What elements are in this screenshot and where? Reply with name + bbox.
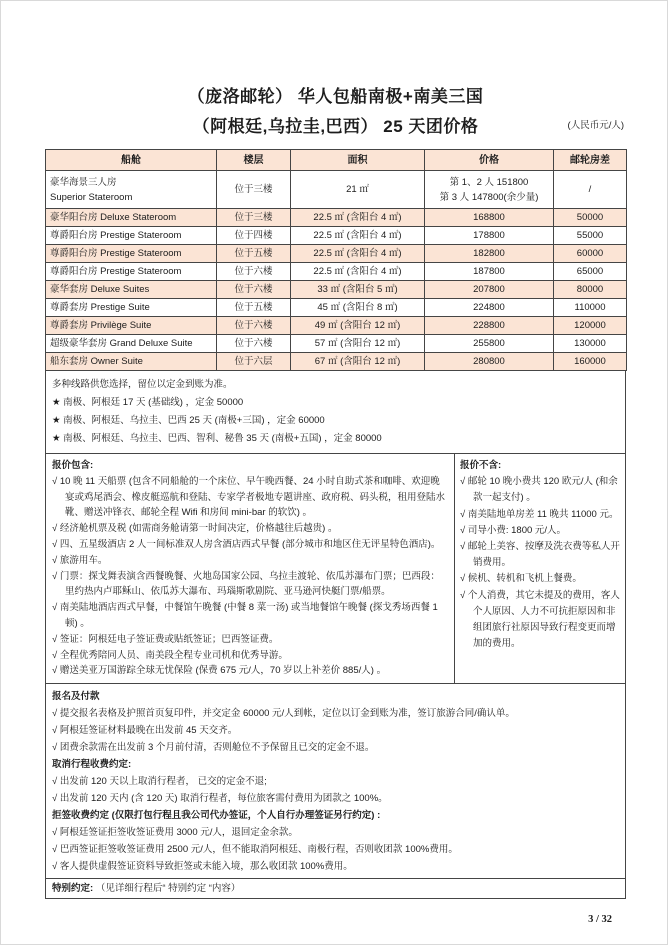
floor-cell: 位于六楼 xyxy=(217,263,291,281)
route-option: ★ 南极、阿根廷 17 天 (基础线) ，定金 50000 xyxy=(52,397,244,408)
diff-cell: 65000 xyxy=(554,263,627,281)
table-row xyxy=(46,245,627,263)
price-cell: 187800 xyxy=(425,263,554,281)
price-table xyxy=(45,149,627,371)
page-title-line2-text: （阿根廷,乌拉圭,巴西） 25 天团价格 xyxy=(192,117,479,136)
price-cell: 280800 xyxy=(425,353,554,371)
floor-cell: 位于三楼 xyxy=(217,209,291,227)
area-cell: 22.5 ㎡ (含阳台 4 ㎡) xyxy=(291,209,425,227)
special-terms-box xyxy=(45,878,626,899)
excludes-item: √ 邮轮 10 晚小费共 120 欧元/人 (和余款一起支付) 。 xyxy=(460,476,618,504)
payment-heading: 报名及付款 xyxy=(52,691,100,703)
payment-item: √ 团费余款需在出发前 3 个月前付清，否则舱位不予保留且已交的定金不退。 xyxy=(52,742,375,754)
cabin-cell: 豪华阳台房 Deluxe Stateroom xyxy=(46,209,217,227)
page-title-line1: （庞洛邮轮） 华人包船南极+南美三国 xyxy=(187,87,484,106)
col-header-cabin: 船舱 xyxy=(46,150,217,171)
includes-item: √ 四、五星级酒店 2 人一间标准双人房含酒店西式早餐 (部分城市和地区住无评星特色酒店)。 xyxy=(52,538,441,550)
excludes-item: √ 司导小费: 1800 元/人。 xyxy=(460,524,567,536)
visa-refusal-item: √ 客人提供虚假签证资料导致拒签或未能入境，那么收团款 100%费用。 xyxy=(52,861,353,873)
excludes-title: 报价不含: xyxy=(460,460,502,471)
area-cell: 22.5 ㎡ (含阳台 4 ㎡) xyxy=(291,227,425,245)
diff-cell: 130000 xyxy=(554,335,627,353)
excludes-item: √ 候机、转机和飞机上餐费。 xyxy=(460,573,582,585)
includes-item: √ 全程优秀陪同人员、南美段全程专业司机和优秀导游。 xyxy=(52,649,288,661)
table-row xyxy=(46,353,627,371)
visa-refusal-item: √ 阿根廷签证拒签收签证费用 3000 元/人，退回定金余款。 xyxy=(52,827,298,839)
area-cell: 67 ㎡ (含阳台 12 ㎡) xyxy=(291,353,425,371)
includes-title: 报价包含: xyxy=(52,460,94,471)
col-header-floor: 楼层 xyxy=(217,150,291,171)
diff-cell: 120000 xyxy=(554,317,627,335)
floor-cell: 位于六楼 xyxy=(217,281,291,299)
price-cell: 178800 xyxy=(425,227,554,245)
includes-item: √ 门票：探戈舞表演含西餐晚餐、火地岛国家公园、乌拉圭渡轮、依瓜苏瀑布门票；巴西段：里约热内卢耶稣山、依瓜苏大瀑布、玛瑙斯歌剧院、亚马逊河快艇门票/船票。 xyxy=(52,570,440,598)
route-options-intro: 多种线路供您选择，留位以定金到账为准。 xyxy=(52,379,233,390)
includes-excludes-box xyxy=(45,453,626,684)
page-content xyxy=(45,1,626,925)
col-header-diff: 邮轮房差 xyxy=(554,150,627,171)
price-cell: 224800 xyxy=(425,299,554,317)
visa-refusal-heading: 拒签收费约定 (仅限打包行程且我公司代办签证，个人自行办理签证另行约定) : xyxy=(52,810,381,822)
table-row xyxy=(46,299,627,317)
includes-item: √ 签证：阿根廷电子签证费或贴纸签证；巴西签证费。 xyxy=(52,633,279,645)
table-row xyxy=(46,263,627,281)
cabin-cell: 尊爵套房 Prestige Suite xyxy=(46,299,217,317)
special-terms-text: （见详细行程后“ 特别约定 “内容） xyxy=(95,883,241,895)
floor-cell: 位于六层 xyxy=(217,353,291,371)
area-cell: 21 ㎡ xyxy=(291,171,425,209)
diff-cell: 50000 xyxy=(554,209,627,227)
floor-cell: 位于六楼 xyxy=(217,317,291,335)
diff-cell: / xyxy=(554,171,627,209)
currency-unit-note: (人民币元/人) xyxy=(567,120,624,131)
table-row xyxy=(46,227,627,245)
price-cell: 第 1、2 人 151800 第 3 人 147800(余少量) xyxy=(425,171,554,209)
excludes-item: √ 南美陆地单房差 11 晚共 11000 元。 xyxy=(460,508,619,520)
table-header-row xyxy=(46,150,627,171)
area-cell: 49 ㎡ (含阳台 12 ㎡) xyxy=(291,317,425,335)
price-cell: 207800 xyxy=(425,281,554,299)
cabin-cell: 尊爵阳台房 Prestige Stateroom xyxy=(46,245,217,263)
diff-cell: 110000 xyxy=(554,299,627,317)
area-cell: 22.5 ㎡ (含阳台 4 ㎡) xyxy=(291,245,425,263)
route-option: ★ 南极、阿根廷、乌拉圭、巴西 25 天 (南极+三国) ，定金 60000 xyxy=(52,415,325,426)
col-header-price: 价格 xyxy=(425,150,554,171)
page-title-line2 xyxy=(45,115,626,139)
includes-item: √ 南美陆地酒店西式早餐，中餐馆午晚餐 (中餐 8 菜一汤) 或当地餐馆午晚餐 (探戈秀场西餐 1 顿) 。 xyxy=(52,602,438,629)
area-cell: 22.5 ㎡ (含阳台 4 ㎡) xyxy=(291,263,425,281)
cancel-item: √ 出发前 120 天内 (含 120 天) 取消行程者，每位旅客需付费用为团款之 100%。 xyxy=(52,793,388,805)
cancel-heading: 取消行程收费约定: xyxy=(52,759,132,771)
floor-cell: 位于四楼 xyxy=(217,227,291,245)
terms-box xyxy=(45,683,626,879)
table-row xyxy=(46,171,627,209)
excludes-item: √ 邮轮上美容、按摩及洗衣费等私人开销费用。 xyxy=(460,541,620,569)
diff-cell: 60000 xyxy=(554,245,627,263)
area-cell: 45 ㎡ (含阳台 8 ㎡) xyxy=(291,299,425,317)
price-cell: 255800 xyxy=(425,335,554,353)
table-row xyxy=(46,209,627,227)
diff-cell: 55000 xyxy=(554,227,627,245)
floor-cell: 位于六楼 xyxy=(217,335,291,353)
table-row xyxy=(46,317,627,335)
cabin-cell: 船东套房 Owner Suite xyxy=(46,353,217,371)
special-terms-label: 特别约定: xyxy=(52,883,94,895)
table-row xyxy=(46,281,627,299)
includes-item: √ 赠送美亚万国游踪全球无忧保险 (保费 675 元/人，70 岁以上补差价 885/人) 。 xyxy=(52,665,387,677)
area-cell: 33 ㎡ (含阳台 5 ㎡) xyxy=(291,281,425,299)
quote-includes-column xyxy=(46,454,455,683)
cabin-cell: 尊爵阳台房 Prestige Stateroom xyxy=(46,263,217,281)
diff-cell: 160000 xyxy=(554,353,627,371)
route-options-box xyxy=(45,370,626,454)
payment-item: √ 提交报名表格及护照首页复印件，并交定金 60000 元/人到帐，定位以订金到账为准，签订旅游合同/确认单。 xyxy=(52,708,515,720)
floor-cell: 位于五楼 xyxy=(217,299,291,317)
price-cell: 168800 xyxy=(425,209,554,227)
route-option: ★ 南极、阿根廷、乌拉圭、巴西、智利、秘鲁 35 天 (南极+五国) ，定金 80000 xyxy=(52,433,382,444)
cancel-item: √ 出发前 120 天以上取消行程者， 已交的定金不退; xyxy=(52,776,267,788)
payment-item: √ 阿根廷签证材料最晚在出发前 45 天交齐。 xyxy=(52,725,238,737)
includes-item: √ 经济舱机票及税 (如需商务舱请第一时间决定，价格越往后越贵) 。 xyxy=(52,523,338,535)
floor-cell: 位于五楼 xyxy=(217,245,291,263)
includes-item: √ 10 晚 11 天船票 (包含不同船舱的一个床位、早午晚西餐、24 小时自助式茶和咖啡、欢迎晚宴或鸡尾酒会、橡皮艇巡航和登陆、专家学者极地专题讲座、政府税、码头税，租用登陆水靴、赠送冲锋衣、邮轮全程 Wifi 和房间 mini-bar 的软饮) 。 xyxy=(52,475,446,519)
cabin-cell: 豪华套房 Deluxe Suites xyxy=(46,281,217,299)
page-number: 3 / 32 xyxy=(588,914,612,926)
visa-refusal-item: √ 巴西签证拒签收签证费用 2500 元/人，但不能取消阿根廷、南极行程，否则收团款 100%费用。 xyxy=(52,844,458,856)
cabin-cell: 尊爵套房 Privilège Suite xyxy=(46,317,217,335)
price-cell: 182800 xyxy=(425,245,554,263)
table-row xyxy=(46,335,627,353)
excludes-item: √ 个人消费，其它未提及的费用，客人个人原因、人力不可抗拒原因和非组团旅行社原因导致行程变更而增加的费用。 xyxy=(460,589,620,650)
floor-cell: 位于三楼 xyxy=(217,171,291,209)
cabin-cell: 超级豪华套房 Grand Deluxe Suite xyxy=(46,335,217,353)
diff-cell: 80000 xyxy=(554,281,627,299)
col-header-area: 面积 xyxy=(291,150,425,171)
price-cell: 228800 xyxy=(425,317,554,335)
area-cell: 57 ㎡ (含阳台 12 ㎡) xyxy=(291,335,425,353)
cabin-cell: 尊爵阳台房 Prestige Stateroom xyxy=(46,227,217,245)
quote-excludes-column xyxy=(455,454,625,683)
cabin-cell: 豪华海景三人房 Superior Stateroom xyxy=(46,171,217,209)
includes-item: √ 旅游用车。 xyxy=(52,554,108,566)
